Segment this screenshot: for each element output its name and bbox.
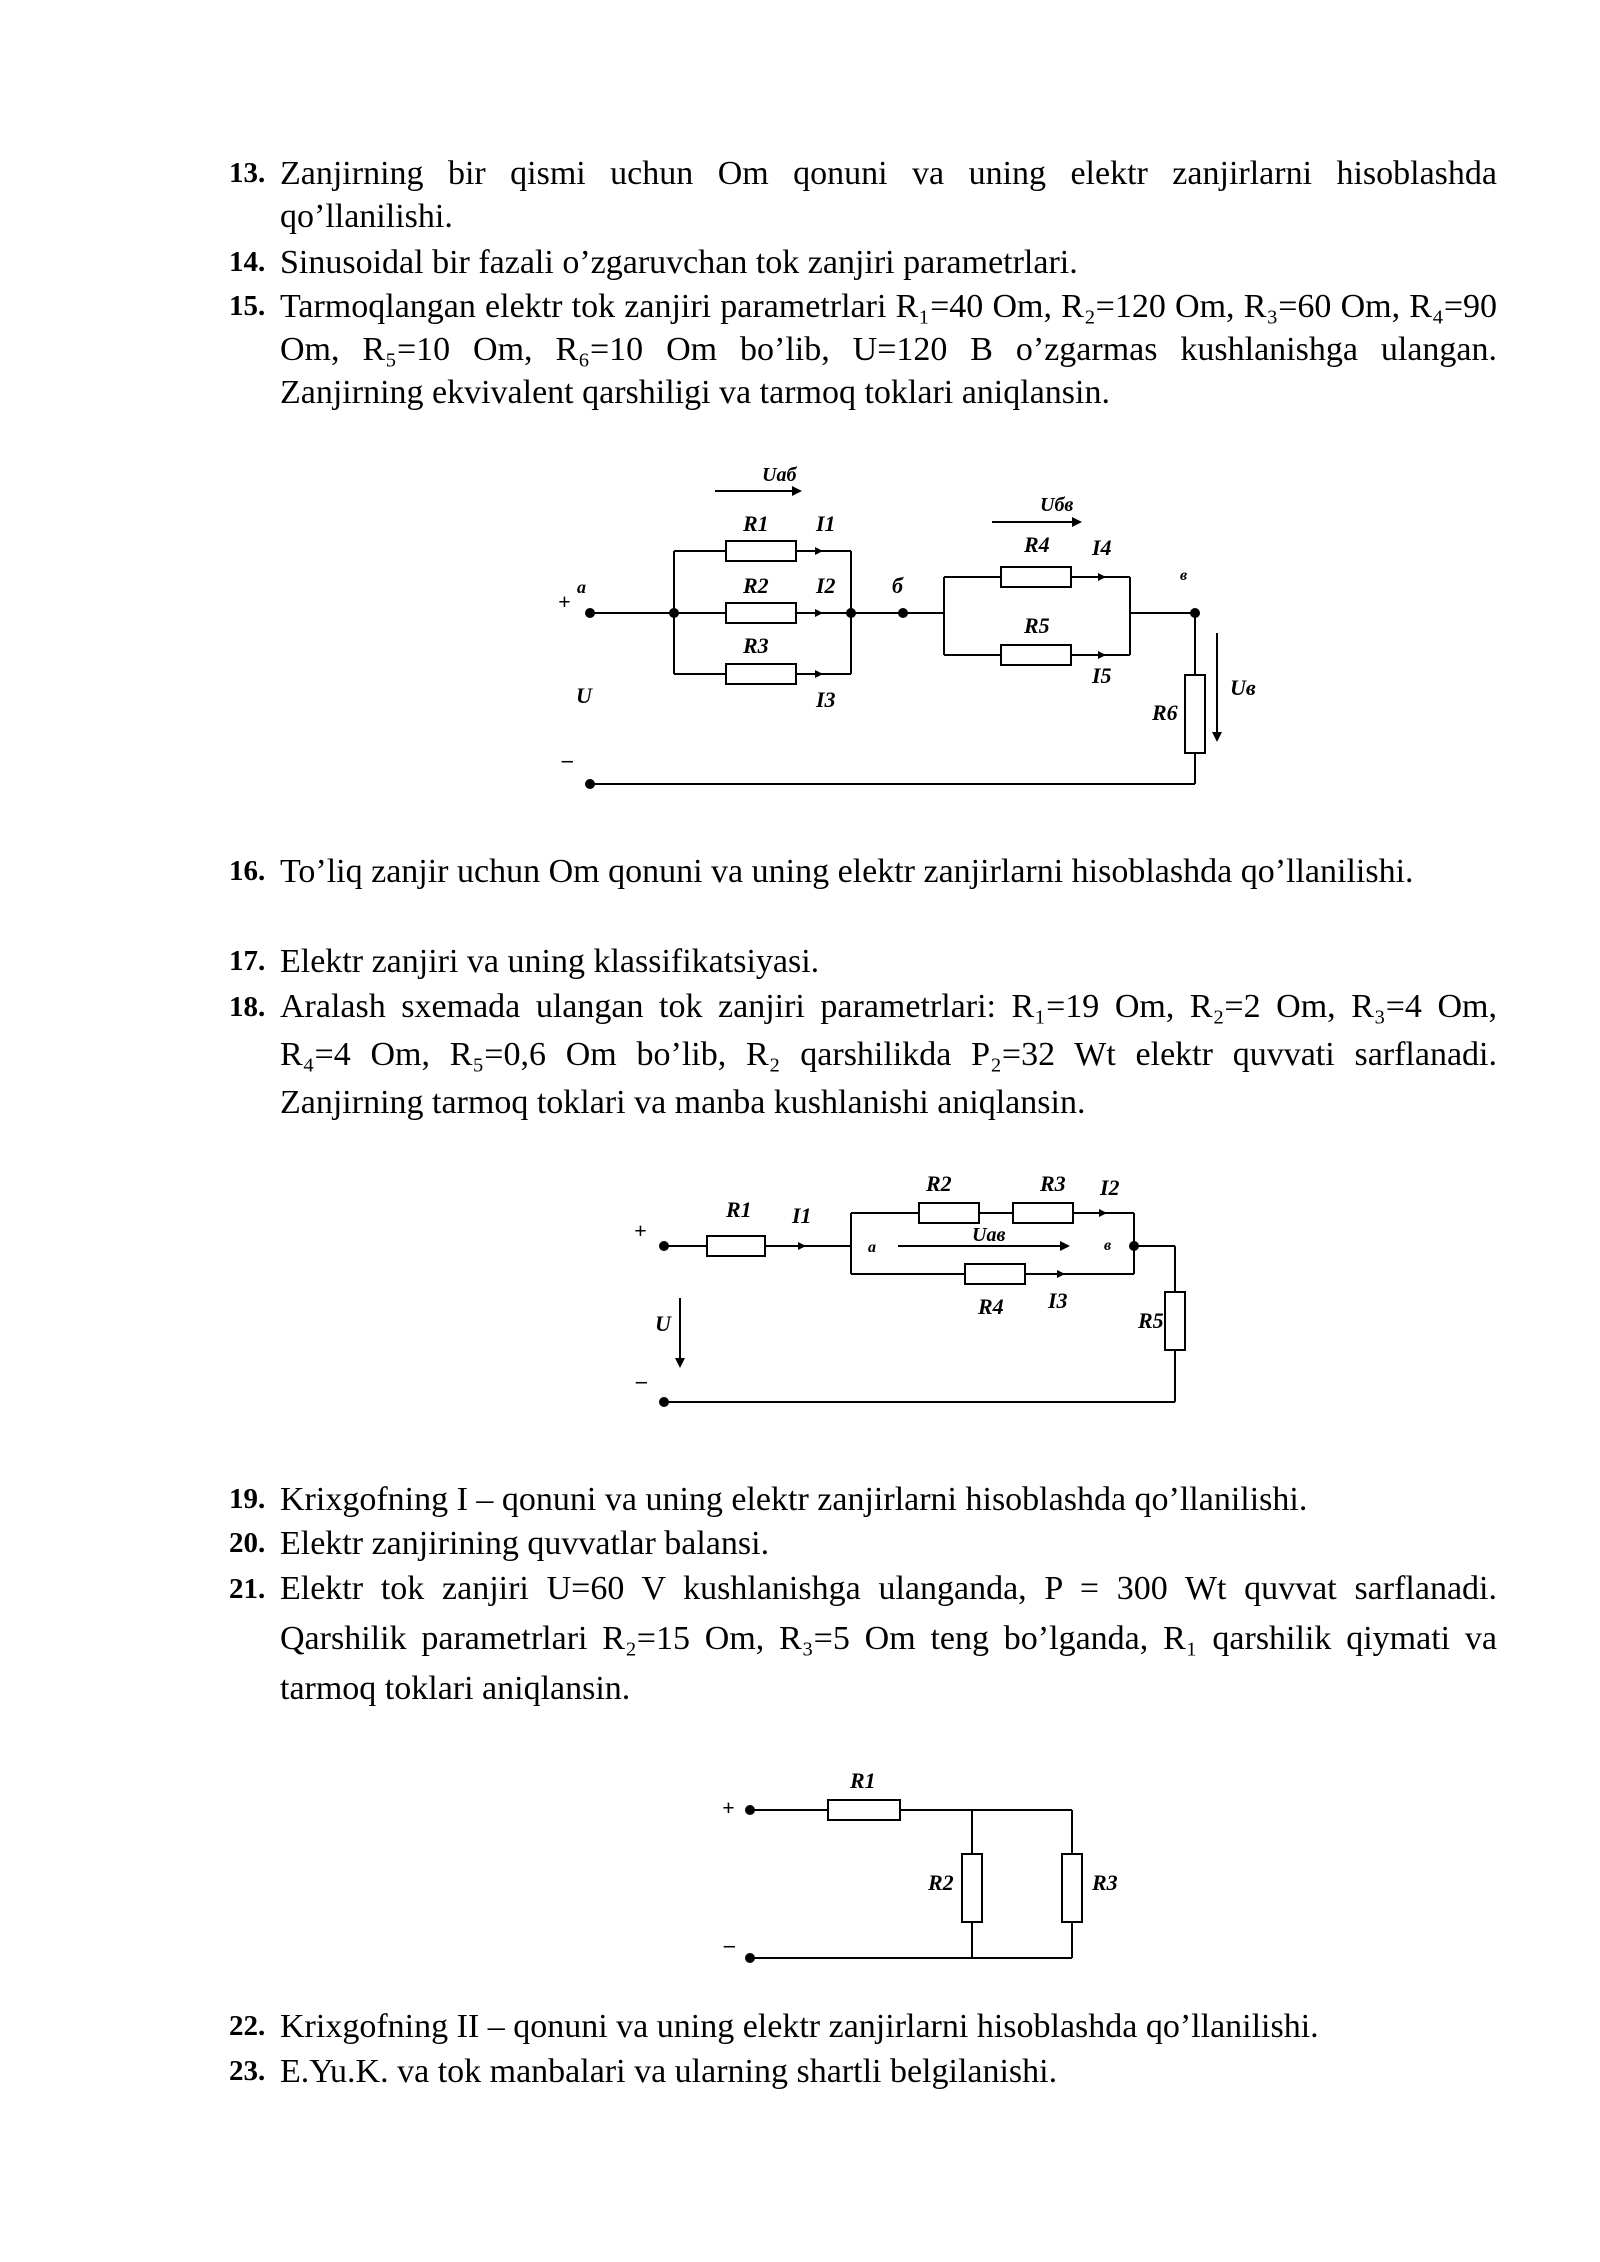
resistor-r1: [707, 1236, 765, 1256]
label-r6: R6: [1152, 700, 1178, 725]
arrow-head: [675, 1358, 685, 1368]
label-i5: I5: [1092, 663, 1112, 688]
resistor-r1: [828, 1800, 900, 1820]
circuit-diagram-1: [540, 455, 1280, 805]
label-uav: Uав: [972, 1224, 1006, 1246]
resistor-r2: [726, 603, 796, 623]
label-i2: I2: [816, 573, 836, 598]
question-number: 18.: [229, 991, 266, 1023]
label-r4: R4: [978, 1294, 1004, 1319]
circuit-diagram-3: [710, 1760, 1130, 1980]
arrow-i3: [815, 670, 823, 678]
question-text: Krixgofning I – qonuni va uning elektr zanjirlarni hisoblashda qo’llanilishi.: [280, 1481, 1308, 1518]
question-text: E.Yu.K. va tok manbalari va ularning shartli belgilanishi.: [280, 2053, 1058, 2090]
resistor-r1: [726, 541, 796, 561]
circuit-diagram-2: [620, 1150, 1220, 1420]
question-16: [229, 850, 1497, 893]
arrow-i1: [815, 547, 823, 555]
node-b: [899, 609, 907, 617]
label-minus: –: [724, 1932, 735, 1957]
question-18: [229, 983, 1497, 1127]
label-r5: R5: [1138, 1308, 1164, 1333]
label-r1: R1: [850, 1768, 876, 1793]
arrow-head: [792, 486, 802, 496]
question-number: 13.: [229, 157, 266, 189]
label-r3: R3: [1040, 1171, 1066, 1196]
label-v: в: [1180, 567, 1188, 584]
label-r3: R3: [743, 633, 769, 658]
question-15: [229, 285, 1497, 414]
label-r2: R2: [743, 573, 769, 598]
label-r1: R1: [743, 511, 769, 536]
resistor-r5: [1001, 645, 1071, 665]
node: [670, 609, 678, 617]
label-a: a: [577, 577, 586, 597]
question-number: 16.: [229, 855, 266, 887]
question-text: Aralash sxemada ulangan tok zanjiri parametrlari: R₁=19 Om, R₂=2 Om, R₃=4 Om, R₄=4 Om, R₅=0,6 Om bo’lib, R₂ qarshilikda P₂=32 Wt elektr quvvati sarflanadi. Zanjirning tarmoq toklari va manba kushlanishi aniqlansin.: [280, 988, 1497, 1121]
label-i3: I3: [1048, 1288, 1068, 1313]
label-uv: Uв: [1230, 675, 1256, 700]
label-plus: +: [722, 1795, 735, 1820]
label-r2: R2: [928, 1870, 954, 1895]
label-uab: Uаб: [762, 464, 797, 486]
label-u: U: [655, 1311, 671, 1336]
label-r1: R1: [726, 1197, 752, 1222]
label-i2: I2: [1100, 1175, 1120, 1200]
label-minus: –: [562, 747, 573, 772]
label-u: U: [576, 683, 592, 708]
resistor-r2: [919, 1203, 979, 1223]
label-a: a: [868, 1239, 876, 1256]
question-number: 19.: [229, 1483, 266, 1515]
question-22: [229, 2005, 1497, 2048]
label-b: б: [892, 573, 903, 598]
resistor-r6: [1185, 675, 1205, 753]
question-number: 20.: [229, 1527, 266, 1559]
label-r4: R4: [1024, 532, 1050, 557]
question-text: Sinusoidal bir fazali o’zgaruvchan tok zanjiri parametrlari.: [280, 244, 1078, 281]
label-r5: R5: [1024, 613, 1050, 638]
label-i3: I3: [816, 687, 836, 712]
arrow-head: [1060, 1241, 1070, 1251]
label-i4: I4: [1092, 535, 1112, 560]
label-minus: –: [636, 1368, 647, 1393]
arrow-i4: [1098, 573, 1106, 581]
arrow-i2: [1099, 1209, 1107, 1217]
label-ubv: Uбв: [1040, 494, 1074, 516]
label-v: в: [1104, 1237, 1112, 1254]
label-plus: +: [558, 589, 571, 614]
resistor-r4: [965, 1264, 1025, 1284]
label-r2: R2: [926, 1171, 952, 1196]
question-14: [229, 241, 1497, 284]
label-i1: I1: [792, 1203, 812, 1228]
question-text: Elektr zanjiri va uning klassifikatsiyasi.: [280, 943, 820, 980]
label-r3: R3: [1092, 1870, 1118, 1895]
question-text: Elektr zanjirining quvvatlar balansi.: [280, 1525, 770, 1562]
question-20: [229, 1522, 1497, 1565]
resistor-r2: [962, 1854, 982, 1922]
resistor-r4: [1001, 567, 1071, 587]
question-number: 14.: [229, 246, 266, 278]
question-text: To’liq zanjir uchun Om qonuni va uning elektr zanjirlarni hisoblashda qo’llanilishi.: [280, 853, 1414, 890]
question-23: [229, 2050, 1497, 2093]
question-number: 21.: [229, 1573, 266, 1605]
question-number: 23.: [229, 2055, 266, 2087]
arrow-head: [1072, 517, 1082, 527]
resistor-r3: [1062, 1854, 1082, 1922]
question-text: Elektr tok zanjiri U=60 V kushlanishga ulanganda, P = 300 Wt quvvat sarflanadi. Qarshilik parametrlari R₂=15 Om, R₃=5 Om teng bo’lganda, R₁ qarshilik qiymati va tarmoq toklari aniqlansin.: [280, 1570, 1497, 1707]
arrow-i2: [815, 609, 823, 617]
question-number: 15.: [229, 290, 266, 322]
arrow-i1: [798, 1242, 806, 1250]
question-text: Zanjirning bir qismi uchun Om qonuni va uning elektr zanjirlarni hisoblashda qo’llanilishi.: [280, 155, 1497, 235]
question-19: [229, 1478, 1497, 1521]
question-number: 22.: [229, 2010, 266, 2042]
arrow-i3: [1057, 1270, 1065, 1278]
question-text: Krixgofning II – qonuni va uning elektr zanjirlarni hisoblashda qo’llanilishi.: [280, 2008, 1319, 2045]
question-number: 17.: [229, 945, 266, 977]
question-17: [229, 940, 1497, 983]
label-plus: +: [634, 1218, 647, 1243]
label-i1: I1: [816, 511, 836, 536]
arrow-head: [1212, 732, 1222, 742]
arrow-i5: [1098, 651, 1106, 659]
question-21: [229, 1564, 1497, 1714]
resistor-r3: [726, 664, 796, 684]
question-13: [229, 152, 1497, 238]
question-text: Tarmoqlangan elektr tok zanjiri parametrlari R₁=40 Om, R₂=120 Om, R₃=60 Om, R₄=90 Om, R₅=10 Om, R₆=10 Om bo’lib, U=120 B o’zgarmas kushlanishga ulangan. Zanjirning ekvivalent qarshiligi va tarmoq toklari aniqlansin.: [280, 288, 1497, 411]
resistor-r3: [1013, 1203, 1073, 1223]
resistor-r5: [1165, 1292, 1185, 1350]
